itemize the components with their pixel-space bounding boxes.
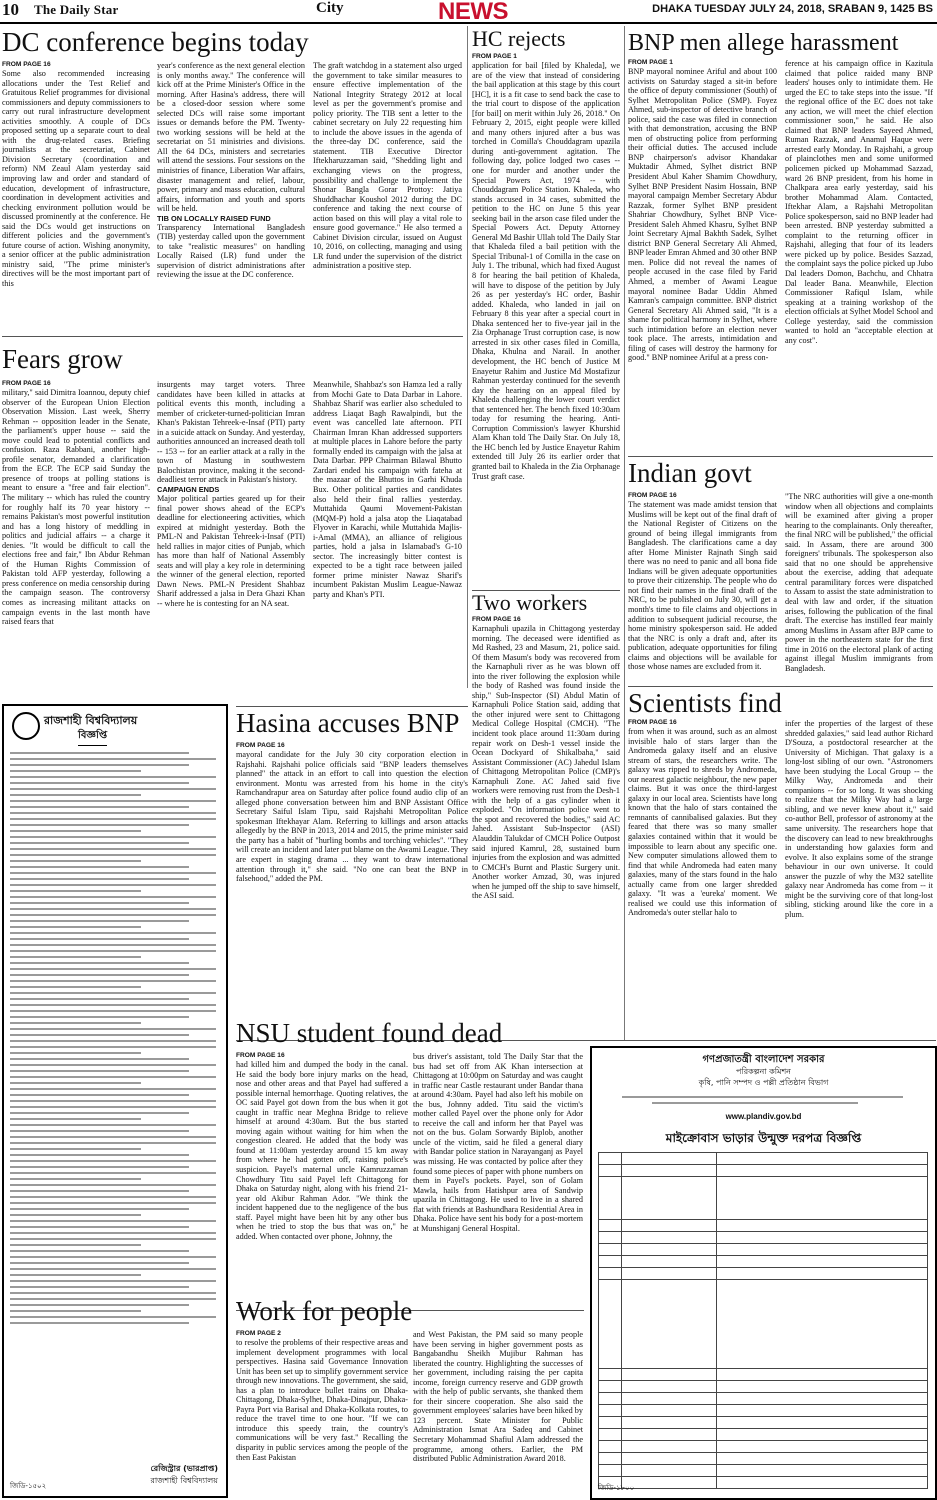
work-column-2 [413, 1330, 583, 1498]
dc-column-3 [313, 61, 462, 329]
university-seal-icon [12, 712, 40, 740]
headline-work-for-people[interactable]: Work for people [236, 1296, 413, 1326]
indian-body-1: The statement was made amidst tension that Muslims will be kept out of the final draft of the National Register of Citizens on the ground of being illegal immigrants from Bangladesh. The clarifications came a day after Home Minister Rajnath Singh said there was no need to panic and all bona fide Indians will be given adequate opportunities to prove their citizenship. The people who do not find their names in the final draft of the NRC, to be published on July 30, will get a month's time to file claims and objections in addition to subsequent judicial recourse, the home ministry spokesperson said. He added that the NRC is only a draft and, after its publication, adequate opportunities for filing claims and objections will be available for those whose names are excluded from it. [628, 500, 777, 672]
bnp-column-1 [628, 59, 777, 452]
work-body-2: and West Pakistan, the PM said so many people have been serving in higher government posts as Bangabandhu Sheikh Mujibur Rahman has liberated the country. Highlighting the successes of her government, including raising the per capita income, foreign currency reserve and GDP growth with the help of public servants, she thanked them for their sincere cooperation. She also said the government employees' salaries have been hiked by 123 percent. State Minister for Public Administration Ismat Ara Sadeq and Cabinet Secretary Mohammad Shafiul Alam addressed the programme, among others. Earlier, the PM distributed Public Administration Award 2018. [413, 1330, 583, 1464]
divider [2, 336, 463, 337]
headline-nsu-student[interactable]: NSU student found dead [236, 1018, 503, 1048]
dc-subhead: TIB ON LOCALLY RAISED FUND [157, 213, 271, 223]
fears-subhead: CAMPAIGN ENDS [157, 485, 220, 495]
ad-left-code: জিডি-১৫০২ [10, 1482, 47, 1490]
section-label: NEWS [438, 0, 508, 25]
nsu-column-1 [236, 1052, 408, 1302]
ad-right-table [598, 1152, 928, 1489]
nsu-from: FROM PAGE 16 [236, 1052, 285, 1059]
sci-body-2: infer the properties of the largest of these shredded galaxies," said lead author Richard D'Souza, a postdoctoral researcher at the University of Michigan. That galaxy is a long-lost sibling of our own. "Astronomers have been studying the Local Group -- the Milky Way, Andromeda and their companions -- for so long. It was shocking to realize that the Milky Way had a large sibling, and we never knew about it," said co-author Bell, professor of astronomy at the same university. The researchers hope that the discovery can lead to new breakthroughs in understanding how galaxies form and evolve. It also explains some of the strange behaviour in our own universe. It could answer the puzzle of why the M32 satellite galaxy near Andromeda has come from -- it might be the surviving core of that long-lost sibling, sticking around like the core in a plum. [785, 719, 933, 919]
headline-fears-grow[interactable]: Fears grow [2, 344, 123, 374]
ad-right-title: মাইক্রোবাস ভাড়ার উন্মুক্ত দরপত্র বিজ্ঞপ্তি [665, 1131, 862, 1145]
ad-left-body [4, 748, 222, 1328]
bnp-from: FROM PAGE 1 [628, 59, 673, 66]
ad-planning-commission[interactable] [590, 1046, 937, 1500]
work-column-1 [236, 1330, 408, 1498]
hasina-from: FROM PAGE 16 [236, 742, 285, 749]
fears-from: FROM PAGE 16 [2, 380, 51, 387]
dc-column-1 [2, 61, 150, 329]
two-workers-column [472, 616, 620, 1038]
ad-left-subtitle: বিজ্ঞপ্তি [78, 728, 107, 746]
dc-from: FROM PAGE 16 [2, 61, 51, 68]
fears-body-1: military," said Dimitra Ioannou, deputy chief observer of the European Union Election Observation Mission. Last week, Sherry Rehman -- opposition leader in the Senate, the parliament's upper house -- said the move could lead to potential conflicts and confusion. Raza Rabbani, another high-profile senator, demanded a clarification from the ECP. The ECP said Sunday the presence of troops at polling stations is meant to ensure a "free and fair election". The military -- which has ruled the country for roughly half its 70 year history -- remains Pakistan's most powerful institution and has a long history of meddling in politics and judicial affairs -- a charge it denies. "It would be difficult to call the elections free and fair," Ibn Abdur Rehman of the Human Rights Commission of Pakistan told AFP yesterday, following a press conference on media censorship during the campaign season. The controversy comes as increasing militant attacks on campaign events in the last month have raised fears that [2, 388, 150, 627]
fears-body-2b: Major political parties geared up for their final power shows ahead of the ECP's deadline for electioneering activities, which expired at midnight yesterday. Both the PML-N and Pakistan Tehreek-i-Insaf (PTI) held rallies in major cities of Punjab, which has more than half of National Assembly seats and will play a key role in determining the winner of the general election, reported Dawn News. PML-N President Shahbaz Sharif addressed a jalsa in Dera Ghazi Khan -- where he is contesting for an NA seat. [157, 494, 305, 609]
ad-right-code: জিডি-১৮০০ [598, 1484, 635, 1492]
nsu-column-2 [413, 1052, 583, 1302]
ad-left-signature-sub: রাজশাহী বিশ্ববিদ্যালয় [150, 1476, 218, 1485]
headline-two-workers[interactable]: Two workers [472, 590, 588, 615]
page-number: 10 [2, 0, 19, 19]
sci-column-1 [628, 719, 777, 1039]
nsu-body-1: had killed him and dumped the body in the canal. He said the body bore injury marks on the head, nose and other areas and that Payel had suffered a possible internal hemorrhage. Quoting relatives, the OC said Payel got down from the bus when it got caught in traffic near Meghna Bridge to relieve himself at around 4:30am. But the bus started moving again without waiting for him when the congestion cleared. He added that the body was found at 11:00am yesterday around 15 km away from where he had gotten off, raising police's suspicion. Payel's maternal uncle Kamruzzaman Chowdhury Titu said Payel left Chittagong for Dhaka on Saturday night, along with his friend 21-year old Akibur Rahman Ador. "We think the incident happened due to the negligence of the bus staff. Payel might have been hit by any other bus when he tried to stop the bus that was on," he added. When contacted over phone, Johnny, the [236, 1060, 408, 1241]
indian-from: FROM PAGE 16 [628, 492, 677, 499]
dateline: DHAKA TUESDAY JULY 24, 2018, SRABAN 9, 1425 BS [652, 3, 933, 15]
headline-hc-rejects[interactable]: HC rejects [472, 26, 566, 51]
headline-indian-govt[interactable]: Indian govt [628, 458, 752, 488]
fears-column-1 [2, 380, 150, 690]
hc-body: application for bail [filed by Khaleda], we are of the view that instead of considering the bail application at this stage by this court [HC], it is a fit case to send back the case to the trial court to dispose of the application [for bail] on merit within July 26, 2018." On February 2, 2015, eight people were killed and many others injured after a bus was torched in Comilla's Chouddagram upazila during anti-government agitation. The following day, police lodged two cases -- one for murder and another under the Special Powers Act, 1974 -- with Chouddagram Police Station. Khaleda, who stands accused in 34 cases, submitted the petition to the HC on June 5 this year seeking bail in the arson case filed under the Special Powers Act. Deputy Attorney General Md Bashir Ullah told The Daily Star that Khaleda filed a bail petition with the Special Tribunal-1 of Comilla in the case on July 1. The tribunal, which had fixed August 8 for hearing the bail petition of Khaleda, will have to dispose of the petition by July 26 as per yesterday's HC order, Bashir added. Khaleda, who landed in jail on February 8 this year after a special court in Dhaka sentenced her to five-year jail in the Zia Orphanage Trust corruption case, is now arrested in six other cases filed in Comilla, Dhaka, Khulna and Narail. In another development, the HC bench of Justice M Enayetur Rahim and Justice Md Mostafizur Rahman yesterday continued for the seventh day the hearing on an appeal filed by Khaleda challenging the lower court verdict that sentenced her. The bench fixed 10:30am today for resuming the hearing. Anti-Corruption Commission's lawyer Khurshid Alam Khan told The Daily Star. On July 18, the HC bench led by Justice Enayetur Rahim extended till July 26 its earlier order that granted bail to Khaleda in the Zia Orphanage Trust graft case. [472, 61, 620, 481]
indian-column-2 [785, 492, 933, 682]
headline-hasina-accuses[interactable]: Hasina accuses BNP [236, 708, 460, 738]
section-name: City [316, 0, 344, 16]
bnp-body-2: ference at his campaign office in Kazitula claimed that police raided many BNP leaders' houses only to intimidate them. He urged the EC to take steps into the issue. "If the regional office of the EC does not take any action, we will meet the chief election commissioner soon," he said. He also claimed that BNP leaders Sayeed Ahmed, Ruman Razzak, and Anamul Haque were arrested early Monday. In Rajshahi, a group of plainclothes men and some uniformed policemen picked up Mohammad Sazzad, ward 26 BNP president, from his home in Chalkpara area early yesterday, said his brother Mohammad Alam. Contacted, Iftekhar Alam, a Rajshahi Metropolitan Police spokesperson, said no BNP leader had been arrested. BNP yesterday submitted a complaint to the returning officer in Rajshahi, alleging that four of its leaders were picked up by police. Besides Sazzad, the complaint says the police picked up Jubo Dal leaders Domon, Bachchu, and Chhatra Dal leader Bana. Meanwhile, Election Commissioner Rafiqul Islam, while speaking at a training workshop of the election officials at Sylhet Model School and College yesterday, said the commission wanted to hold an "acceptable election at any cost". [785, 59, 933, 345]
dc-body-3: The graft watchdog in a statement also urged the government to take similar measures to ensure effective implementation of the National Integrity Strategy 2012 at local level as per the government's promise and policy priority. The TIB sent a letter to the cabinet secretary on July 22 requesting him to include the above issues in the agenda of the three-day DC conference, said the statement. TIB Executive Director Iftekharuzzaman said, "Shedding light and exchanging views on the progress, possibility and challenge to implement the Shonar Bangla Gorar Prottoy: Jatiya Shuddhachar Koushol 2012 during the DC conference and taking the next course of action based on this will play a vital role to ensure good governance." He also termed a Cabinet Division circular, issued on August 10, 2016, on collecting, managing and using LR fund under the supervision of the district administration a positive step. [313, 61, 462, 271]
ad-left-signature: রেজিস্ট্রার (ভারপ্রাপ্ত) [150, 1464, 218, 1473]
divider [628, 686, 933, 687]
hasina-body: mayoral candidate for the July 30 city corporation election in Rajshahi. Rajshahi police officials said "BNP leaders themselves planned" the attack in an effort to call into question the election environment. Montu was arrested from his home in the city's Ramchandrapur area on Saturday after police found audio clip of an alleged phone conversation between him and BNP Assistant Office Secretary Saiful Islam Tipu, said Rajshahi Metropolitan Police spokesman Iftekhayar Alam. Referring to killings and arson attacks allegedly by the BNP in 2013, 2014 and 2015, the prime minister said the party has a habit of "hurling bombs and torching vehicles". "They will create an incident and later put blame on the Awami League. They are expert in staging drama ... they want to draw international attention through it," she said. "No one can beat the BNP in falsehood," added the PM. [236, 750, 468, 884]
ad-right-gov: গণপ্রজাতন্ত্রী বাংলাদেশ সরকার [702, 1054, 825, 1065]
two-body: Karnaphuli upazila in Chittagong yesterday morning. The deceased were identified as Md Rashed, 23 and Masum, 21, police said. Of them Masum's body was recovered from the Karnaphuli river as he was blown off into the river following the explosion while the body of Rashed was found inside the ship," Sub-Inspector (SI) Abdul Matin of Karnaphuli Police Station said, adding that the other injured were sent to Chittagong Medical College Hospital (CMCH). "The incident took place around 11:30am during repair work on Desh-1 vessel inside the Ocean Dockyard of Shikalbaha," said Assistant Commissioner (AC) Jahedul Islam of Chittagong Metropolitan Police (CMP)'s Karnaphuli Zone. AC Jahed said five workers were removing rust from the Desh-1 with the help of a gas cylinder when it exploded. "On information police went to the spot and recovered the bodies," said AC Jahed. Assistant Sub-Inspector (ASI) Alauddin Talukdar of CMCH Police Outpost said injured Kamrul, 28, sustained burn injuries from the explosion and was admitted to CMCH's Burnt and Plastic Surgery unit. Another worker Amzad, 30, was injured when he jumped off the ship to save himself, the ASI said. [472, 624, 620, 901]
divider [628, 456, 933, 457]
ad-left-title: রাজশাহী বিশ্ববিদ্যালয় [44, 714, 138, 727]
two-from: FROM PAGE 16 [472, 616, 521, 623]
hc-column [472, 53, 620, 588]
hc-from: FROM PAGE 1 [472, 53, 517, 60]
work-from: FROM PAGE 2 [236, 1330, 281, 1337]
dc-body-2: year's conference as the next general election is only months away." The conference will kick off at the Prime Minister's Office in the morning. After Hasina's address, there will be a closed-door session where some selected DCs will raise some important issues or demands before the PM. Twenty-two working sessions will be held at the secretariat on 51 ministries and divisions. All the 64 DCs, ministers and secretaries will attend the sessions. Four sessions on the ministries of finance, Liberation War affairs, disaster management and relief, labour, power, primary and mass education, cultural affairs, information and youth and sports will be held. [157, 61, 305, 214]
fears-column-2 [157, 380, 305, 690]
fears-body-3: Meanwhile, Shahbaz's son Hamza led a rally from Mochi Gate to Data Darbar in Lahore. Shahbaz Sharif was earlier also scheduled to address Liaqat Bagh Rawalpindi, but the event was cancelled late afternoon. PTI Chairman Imran Khan addressed supporters at multiple places in Lahore before the party formally ended its campaign with the jalsa at Data Darbar. PPP Chairman Bilawal Bhutto Zardari ended his campaign with fateha at the mazaar of the Bhuttos in Garhi Khuda Bux. Other political parties and candidates also held their final rallies yesterday. Muttahida Qaumi Movement-Pakistan (MQM-P) hold a jalsa atop the Liaqatabad Flyover in Karachi, while Muttahida Majlis-i-Amal (MMA), an alliance of religious parties, hold a jalsa in Islamabad's G-10 sector. The increasingly bitter contest is expected to be a tight race between jailed former prime minister Nawaz Sharif's incumbent Pakistan Muslim League-Nawaz party and Khan's PTI. [313, 380, 462, 600]
dc-body-2b: Transparency International Bangladesh (TIB) yesterday called upon the government to take "realistic measures" on handling Locally Raised (LR) fund under the supervision of district administrations after reviewing the issue at the DC conference. [157, 222, 305, 280]
fears-column-3 [313, 380, 462, 690]
dc-body-1: Some also recommended increasing allocations under the Test Relief and Gratuitous Relief programmes for divisional commissioners and deputy commissioners to carry out rural infrastructure development activities smoothly. A couple of DCs proposed setting up a separate court to deal with the drug-related cases. Briefing journalists at the secretariat, Cabinet Division Secretary (coordination and reform) NM Zeaul Alam yesterday said improving law and order and standard of education, development of infrastructure, coordination in development activities and checking environment pollution would be discussed prominently at the conference. He said the DCs would get instructions on different policies and the government's future course of action. Wishing anonymity, a senior officer at the public administration ministry said, "The prime minister's directives will be the most important part of this [2, 69, 150, 289]
indian-body-2: "The NRC authorities will give a one-month window when all objections and complaints will be examined after giving a proper hearing to the complainants. Only thereafter, the final NRC will be published," the official said. In Assam, there are around 300 foreigners' tribunals. The spokesperson also said that no one should be apprehensive about the exercise, adding that adequate central paramilitary forces were dispatched to Assam to assist the state administration to deal with law and order, if the situation arises, following the publication of the final draft. The exercise has instilled fear mainly among Muslims in Assam after BJP came to power in the northeastern state for the first time in 2016 on the electoral plank of acting against illegal Muslim immigrants from Bangladesh. [785, 492, 933, 673]
ad-rajshahi-university[interactable] [2, 704, 228, 1498]
bnp-body-1: BNP mayoral nominee Ariful and about 100 activists on Saturday staged a sit-in before the office of deputy commissioner (South) of Sylhet Metropolitan Police (SMP). Foyez Ahmed, sub-inspector of detective branch of police, said the case was filed in connection with that demonstration, accusing the BNP men of obstructing police from performing their official duties. The accused include BNP chairperson's advisor Khandakar Muktadir Ahmed, Sylhet district BNP President Abul Kaher Shamim Chowdhury, Sylhet BNP President Nasim Hossain, BNP mayoral campaign Member Secretary Abdur Razzak, former Sylhet BNP president Shahriar Chowdhury, Sylhet BNP Vice-President Saleh Ahmed Khasru, Sylhet BNP Joint Secretary Ajmal Bakhth Sadek, Sylhet district BNP General Secretary Ali Ahmed, BNP leader Emran Ahmed and 30 other BNP men. Police did not reveal the names of people accused in the case filed by Farid Ahmed, a member of Awami League mayoral nominee Badar Uddin Ahmed Kamran's campaign committee. BNP district General Secretary Ali Ahmed said, "It is a shame for political harmony in Sylhet, where such intimidation before an election never took place. The arrests, intimidation and filing of cases will destroy the harmony for good." BNP nominee Ariful at a press con- [628, 67, 777, 363]
fears-body-2: insurgents may target voters. Three candidates have been killed in attacks at political events this month, including a member of cricketer-turned-politician Imran Khan's Pakistan Tehreek-e-Insaf (PTI) party in a suicide attack on Sunday. And yesterday, authorities announced an increased death toll -- 153 -- for an earlier attack at a rally in the town of Mastung in southwestern Balochistan province, making it the second-deadliest terror attack in Pakistan's history. [157, 380, 305, 485]
column-rule [624, 26, 625, 1040]
nsu-body-2: bus driver's assistant, told The Daily Star that the bus had set off from AK Khan intersection at Chittagong at 10:00pm on Saturday and was caught in traffic near Castle restaurant under Bandar thana at around 4:30am. Payel had also left his mobile on the bus, Johnny added. Titu said the victim's mother called Payel over the phone only for Ador to receive the call and inform her that Payel was not on the bus. Golam Sorwardy Biplob, another uncle of the victim, said he filed a general diary with Bandar police station in Narayanganj as Payel was missing. He was contacted by police after they found some pieces of paper with phone numbers on them in Payel's pockets. Payel, son of Golam Mawla, hails from Hatishpur area of Sandwip upazila in Chittagong. He used to live in a shared flat with friends at Bashundhara Residential Area in Dhaka. Police have sent his body for a post-mortem at Munshiganj General Hospital. [413, 1052, 583, 1233]
hasina-column [236, 742, 468, 1012]
headline-bnp-harassment[interactable]: BNP men allege harassment [628, 30, 899, 56]
indian-column-1 [628, 492, 777, 682]
ad-right-url[interactable]: www.plandiv.gov.bd [725, 1112, 802, 1121]
column-rule [467, 26, 468, 688]
divider [236, 706, 468, 707]
ad-right-commission: পরিকল্পনা কমিশন [736, 1067, 791, 1076]
sci-from: FROM PAGE 16 [628, 719, 677, 726]
bnp-column-2 [785, 59, 933, 452]
headline-scientists-find[interactable]: Scientists find [628, 688, 782, 718]
dc-column-2 [157, 61, 305, 329]
ad-right-intro [592, 1092, 935, 1108]
masthead [0, 0, 937, 24]
newspaper-logo[interactable]: The Daily Star [34, 2, 119, 17]
ad-right-division: কৃষি, পানি সম্পদ ও পল্লী প্রতিষ্ঠান বিভাগ [698, 1078, 829, 1087]
work-body-1: to resolve the problems of their respective areas and implement development programmes with local perspectives. Hasina said Governance Innovation Unit has been set up to simplify government service through new innovations. The government, she said, has a plan to introduce bullet trains on Dhaka-Chittagong, Dhaka-Sylhet, Dhaka-Dinajpur, Dhaka-Payra Port via Barisal and Dhaka-Kolkata routes, to reduce the travel time to one hour. "If we can introduce this speedy train, the country's communications will be very fast." Recalling the disparity in public services among the people of the then East Pakistan [236, 1338, 408, 1462]
sci-body-1: from when it was around, such as an almost invisible halo of stars larger than the Andromeda galaxy itself and an elusive stream of stars, the researchers write. The galaxy was ripped to shreds by Andromeda, our nearest galactic neighbour, the new paper claims. But it was once the third-largest galaxy in our local area. Scientists have long known that the halo of stars contained the remnants of cannibalised galaxies. But they feared that there was so many smaller galaxies contained within that it would be impossible to learn about any specific one. New computer simulations allowed them to find that while Andromeda had eaten many galaxies, many of the stars found in the halo actually came from one larger shredded galaxy. "It was a 'eureka' moment. We realised we could use this information of Andromeda's outer stellar halo to [628, 727, 777, 918]
headline-dc-conference[interactable]: DC conference begins today [2, 27, 309, 57]
sci-column-2 [785, 719, 933, 1039]
